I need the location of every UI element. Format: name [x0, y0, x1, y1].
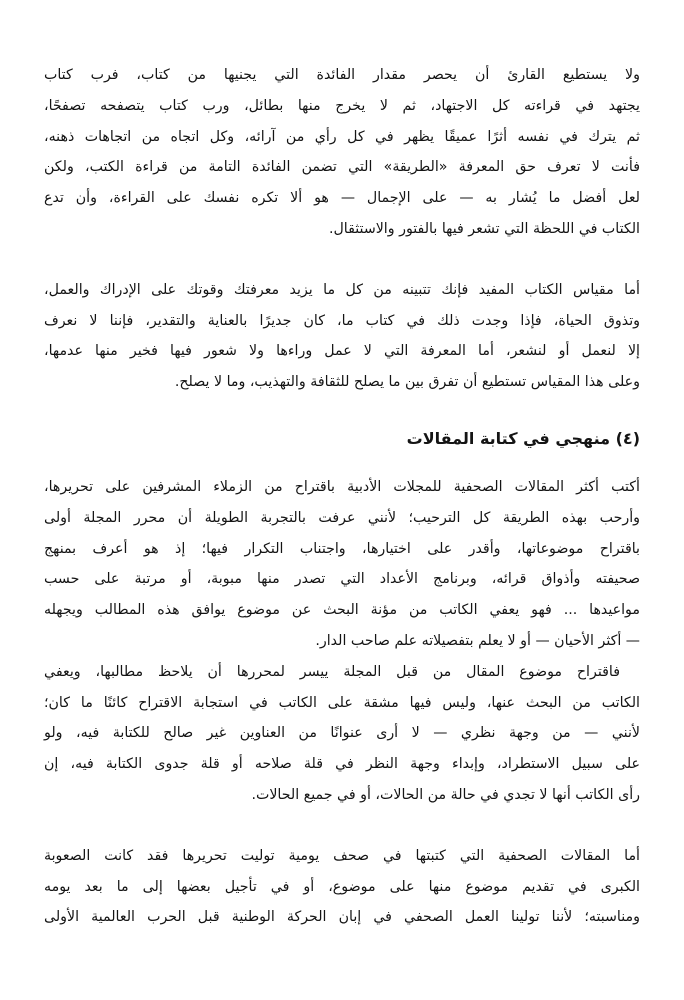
text-line: وأرحب بهذه الطريقة كل الترحيب؛ لأنني عرفت بالتجربة الطويلة أن محرر المجلة أولى — [44, 509, 640, 526]
paragraph-daily-newspapers — [44, 841, 640, 933]
paragraph-gap — [44, 245, 640, 275]
section-gap — [44, 454, 640, 472]
text-line: — أكثر الأحيان — أو لا يعلم بتفصيلاته علم صاحب الدار. — [315, 632, 640, 649]
text-line: ولا يستطيع القارئ أن يحصر مقدار الفائدة التي يجنيها من كتاب، فرب كتاب — [44, 67, 640, 83]
text-line: أما مقياس الكتاب المفيد فإنك تتبينه من كل ما يزيد معرفتك وقوتك على الإدراك والعمل، — [44, 281, 640, 298]
text-line: أكتب أكثر المقالات الصحفية للمجلات الأدبية باقتراح من الزملاء المشرفين على تحريرها، — [44, 478, 640, 495]
text-line: الكتاب في اللحظة التي تشعر فيها بالفتور والاستثقال. — [328, 220, 640, 237]
text-line: مواعيدها ... فهو يعفي الكاتب من مؤنة البحث عن موضوع يوافق هذه المطالب ويجهله — [44, 602, 640, 619]
paragraph-topic-proposal — [44, 657, 640, 811]
text-line: فاقتراح موضوع المقال من قبل المجلة ييسر لمحررها أن يلاحظ مطالبها، ويعفي — [44, 663, 620, 680]
text-line: باقتراح موضوعاتها، وأقدر على اختيارها، واجتناب التكرار فيها؛ إذ هو أعرف بمنهج — [44, 540, 640, 557]
text-line: وتذوق الحياة، فإذا وجدت ذلك في كتاب ما، كان جديرًا بالعناية والتقدير، فإننا لا نعرف — [44, 312, 640, 329]
paragraph-article-writing — [44, 472, 640, 657]
text-line: ومناسبته؛ لأننا تولينا العمل الصحفي في إبان الحركة الوطنية قبل الحرب العالمية الأولى — [44, 909, 640, 926]
text-line: ثم يترك في نفسه أثرًا عميقًا يظهر في كل رأي من آرائه، وكل اتجاه من اتجاهات ذهنه، — [44, 128, 640, 145]
document-page — [44, 60, 640, 1000]
text-line: وعلى هذا المقياس تستطيع أن تفرق بين ما يصلح للثقافة والتهذيب، وما لا يصلح. — [174, 374, 640, 391]
text-line: لأنني — من وجهة نظري — لا أرى عنوانًا من العناوين غير صالح للكتابة فيه، ولو — [44, 725, 640, 742]
text-line: صحيفته وأذواق قرائه، وبرنامج الأعداد التي تصدر منها مبوبة، أو مرتبة على حسب — [44, 571, 640, 588]
text-line: يجتهد في قراءته كل الاجتهاد، ثم لا يخرج منها بطائل، ورب كتاب يتصفحه تصفحًا، — [44, 97, 640, 114]
paragraph-reading-benefit — [44, 60, 640, 245]
section-heading: (٤) منهجي في كتابة المقالات — [406, 428, 640, 448]
paragraph-gap — [44, 811, 640, 841]
text-line: الكاتب من البحث عنها، وليس فيها مشقة على الكاتب في استجابة الاقتراح كائنًا ما كان؛ — [44, 694, 640, 711]
text-line: لعل أفضل ما يُشار به — على الإجمال — هو ألا تكره نفسك على القراءة، وأن تدع — [44, 190, 640, 207]
section-gap — [44, 398, 640, 424]
text-line: فأنت لا تعرف حق المعرفة «الطريقة» التي تضمن الفائدة التامة من قراءة الكتب، ولكن — [44, 159, 640, 176]
text-line: الكبرى في تقديم موضوع منها على موضوع، أو في تأجيل بعضها إلى ما بعد يومه — [44, 878, 640, 895]
text-line: على سبيل الاستطراد، وإبداء وجهة النظر في قلة صلاحه أو قلة جدوى الكتابة فيه، إن — [44, 756, 640, 773]
text-line: أما المقالات الصحفية التي كتبتها في صحف يومية توليت تحريرها فقد كانت الصعوبة — [44, 847, 640, 864]
text-line: إلا لنعمل أو لنشعر، أما المعرفة التي لا عمل وراءها ولا شعور فيها فخير منها عدمها، — [44, 343, 640, 360]
paragraph-useful-book-measure — [44, 275, 640, 398]
text-line: رأى الكاتب أنها لا تجدي في حالة من الحالات، أو في جميع الحالات. — [251, 786, 640, 803]
